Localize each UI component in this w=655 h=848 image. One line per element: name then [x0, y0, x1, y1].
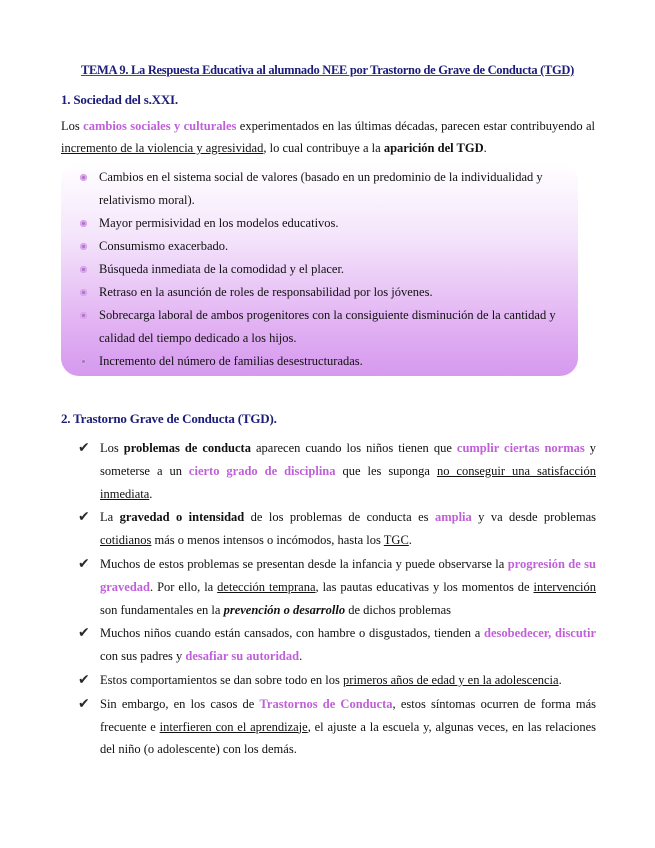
list-item: ✔ Los problemas de conducta aparecen cuando los niños tienen que cumplir ciertas normas y someterse a un cierto grado de disciplina que les suponga no conseguir una satisfacción inmediata.	[78, 437, 596, 505]
list-item: Búsqueda inmediata de la comodidad y el placer.	[80, 258, 580, 281]
section-1-intro: Los cambios sociales y culturales experimentados en las últimas décadas, parecen estar contribuyendo al incremento de la violencia y agresividad, lo cual contribuye a la aparición del TGD.	[61, 119, 595, 155]
list-item: ✔ Muchos de estos problemas se presentan desde la infancia y puede observarse la progresión de su gravedad. Por ello, la detección temprana, las pautas educativas y los momentos de intervención son fundamentales en la prevención o desarrollo de dichos problemas	[78, 553, 596, 621]
list-item: Incremento del número de familias desestructuradas.	[80, 350, 580, 373]
checkmark-icon: ✔	[78, 555, 90, 572]
bullet-icon	[80, 289, 87, 296]
social-causes-list	[80, 166, 580, 373]
checkmark-icon: ✔	[78, 625, 90, 642]
list-item: Mayor permisividad en los modelos educativos.	[80, 212, 580, 235]
bullet-icon	[80, 266, 87, 273]
bullet-icon	[80, 243, 87, 250]
list-item: Sobrecarga laboral de ambos progenitores con la consiguiente disminución de la cantidad y calidad del tiempo dedicado a los hijos.	[80, 304, 580, 350]
bullet-icon	[80, 312, 87, 319]
list-item: Consumismo exacerbado.	[80, 235, 580, 258]
bullet-icon	[80, 174, 87, 181]
bullet-icon	[80, 358, 87, 365]
section-1-heading: 1. Sociedad del s.XXI.	[61, 92, 178, 107]
list-item: Cambios en el sistema social de valores (basado en un predominio de la individualidad y relativismo moral).	[80, 166, 580, 212]
document-title: TEMA 9. La Respuesta Educativa al alumnado NEE por Trastorno de Grave de Conducta (TGD)	[80, 63, 575, 77]
checkmark-icon: ✔	[78, 695, 90, 712]
list-item: ✔ Estos comportamientos se dan sobre todo en los primeros años de edad y en la adolescencia.	[78, 669, 596, 692]
list-item: ✔ La gravedad o intensidad de los problemas de conducta es amplia y va desde problemas cotidianos más o menos intensos o incómodos, hasta los TGC.	[78, 506, 596, 552]
checkmark-icon: ✔	[78, 440, 90, 456]
checkmark-icon: ✔	[78, 509, 90, 526]
list-item: Retraso en la asunción de roles de responsabilidad por los jóvenes.	[80, 281, 580, 304]
conduct-points-list	[78, 437, 596, 761]
list-item: ✔ Muchos niños cuando están cansados, con hambre o disgustados, tienden a desobedecer, discutir con sus padres y desafiar su autoridad.	[78, 622, 596, 668]
section-2-heading: 2. Trastorno Grave de Conducta (TGD).	[61, 411, 277, 426]
bullet-icon	[80, 220, 87, 227]
list-item: ✔ Sin embargo, en los casos de Trastornos de Conducta, estos síntomas ocurren de forma más frecuente e interfieren con el aprendizaje, el ajuste a la escuela y, algunas veces, en las relaciones del niño (o adolescente) con los demás.	[78, 693, 596, 761]
checkmark-icon: ✔	[78, 671, 90, 688]
